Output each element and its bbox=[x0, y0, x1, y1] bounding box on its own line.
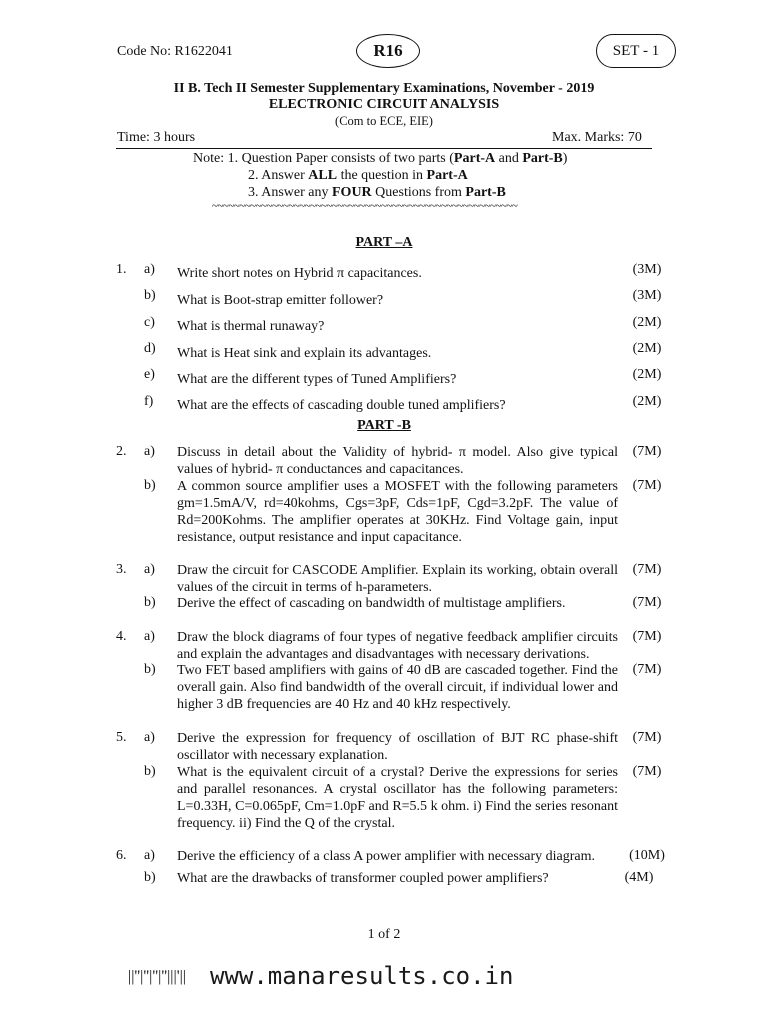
marks: (7M) bbox=[632, 662, 662, 677]
marks: (7M) bbox=[632, 629, 662, 644]
question-text: What are the drawbacks of transformer coupled power amplifiers? bbox=[177, 871, 549, 886]
subject-title: ELECTRONIC CIRCUIT ANALYSIS bbox=[268, 97, 500, 112]
question-text: A common source amplifier uses a MOSFET with the following parameters gm=1.5mA/V, rd=40kohms, Cgs=3pF, Cds=1pF, Cgd=3.2pF. The value of Rd=200Kohms. The amplifier operates at 30KHz. Find Voltage gain, input resistance, output resistance and input capacitance. bbox=[177, 479, 618, 545]
sub-label: d) bbox=[144, 341, 156, 356]
question-number-4: 4. bbox=[116, 629, 127, 644]
regulation-badge: R16 bbox=[356, 34, 420, 68]
note-line-3: 3. Answer any FOUR Questions from Part-B bbox=[248, 185, 506, 200]
marks: (2M) bbox=[632, 341, 662, 356]
note-line-2: 2. Answer ALL the question in Part-A bbox=[248, 168, 468, 183]
question-text: What is the equivalent circuit of a crystal? Derive the expressions for series and parallel resonances. A crystal oscillator has the following parameters: L=0.33H, C=0.065pF, Cm=1.0pF and R=5.5 k ohm. i) Find the series resonant frequency. ii) Find the Q of the crystal. bbox=[177, 765, 618, 831]
marks: (4M) bbox=[624, 870, 654, 885]
sub-label: e) bbox=[144, 367, 155, 382]
barcode-marks: ||''|''|''|''|||'|| bbox=[128, 968, 186, 985]
exam-title: II B. Tech II Semester Supplementary Examinations, November - 2019 bbox=[173, 81, 595, 96]
marks: (2M) bbox=[632, 394, 662, 409]
question-number-6: 6. bbox=[116, 848, 127, 863]
tilde-separator: ~~~~~~~~~~~~~~~~~~~~~~~~~~~~~~~~~~~~~~~~~~~~~~~~~~~~~~~~ bbox=[212, 200, 518, 212]
question-text: Two FET based amplifiers with gains of 40 dB are cascaded together. Find the overall gain. Also find bandwidth of the overall circuit, if individual lower and higher 3 dB frequencies are 40 Hz and 40 kHz respectively. bbox=[177, 663, 618, 712]
marks: (3M) bbox=[632, 262, 662, 277]
note-line-1: Note: 1. Question Paper consists of two parts (Part-A and Part-B) bbox=[193, 151, 568, 166]
marks: (7M) bbox=[632, 478, 662, 493]
question-text: Draw the block diagrams of four types of negative feedback amplifier circuits and explain the advantages and disadvantages with necessary derivations. bbox=[177, 630, 618, 662]
question-text: Draw the circuit for CASCODE Amplifier. Explain its working, obtain overall values of the circuit in terms of h-parameters. bbox=[177, 563, 618, 595]
question-number-2: 2. bbox=[116, 444, 127, 459]
time-label: Time: 3 hours bbox=[117, 130, 196, 145]
sub-label: b) bbox=[144, 764, 156, 779]
question-text: What is Heat sink and explain its advantages. bbox=[177, 346, 432, 361]
sub-label: b) bbox=[144, 288, 156, 303]
question-text: Discuss in detail about the Validity of hybrid- π model. Also give typical values of hybrid- π conductances and capacitances. bbox=[177, 445, 618, 477]
marks: (7M) bbox=[632, 562, 662, 577]
marks: (2M) bbox=[632, 367, 662, 382]
sub-label: a) bbox=[144, 444, 155, 459]
page-number: 1 of 2 bbox=[367, 927, 401, 942]
question-text: Write short notes on Hybrid π capacitances. bbox=[177, 266, 422, 281]
sub-label: b) bbox=[144, 595, 156, 610]
set-badge: SET - 1 bbox=[596, 34, 676, 68]
marks: (7M) bbox=[632, 444, 662, 459]
sub-label: a) bbox=[144, 629, 155, 644]
sub-label: f) bbox=[144, 394, 154, 409]
marks: (10M) bbox=[629, 848, 665, 863]
part-b-heading: PART -B bbox=[357, 418, 411, 433]
marks: (7M) bbox=[632, 730, 662, 745]
sub-label: b) bbox=[144, 662, 156, 677]
question-number-5: 5. bbox=[116, 730, 127, 745]
sub-label: a) bbox=[144, 262, 155, 277]
question-number-3: 3. bbox=[116, 562, 127, 577]
question-number-1: 1. bbox=[116, 262, 127, 277]
branches: (Com to ECE, EIE) bbox=[335, 114, 433, 128]
max-marks-label: Max. Marks: 70 bbox=[552, 130, 642, 145]
question-text: Derive the efficiency of a class A power amplifier with necessary diagram. bbox=[177, 849, 596, 864]
code-number: Code No: R1622041 bbox=[117, 44, 233, 59]
header-rule bbox=[116, 148, 652, 149]
question-text: What are the different types of Tuned Amplifiers? bbox=[177, 372, 457, 387]
sub-label: a) bbox=[144, 730, 155, 745]
question-text: Derive the expression for frequency of oscillation of BJT RC phase-shift oscillator with necessary explanation. bbox=[177, 731, 618, 763]
sub-label: a) bbox=[144, 848, 155, 863]
marks: (7M) bbox=[632, 764, 662, 779]
question-text: What are the effects of cascading double tuned amplifiers? bbox=[177, 398, 506, 413]
sub-label: b) bbox=[144, 870, 156, 885]
question-text: What is thermal runaway? bbox=[177, 319, 325, 334]
part-a-heading: PART –A bbox=[355, 235, 413, 250]
sub-label: b) bbox=[144, 478, 156, 493]
marks: (7M) bbox=[632, 595, 662, 610]
watermark-url: www.manaresults.co.in bbox=[210, 962, 514, 990]
question-text: Derive the effect of cascading on bandwidth of multistage amplifiers. bbox=[177, 596, 566, 611]
question-text: What is Boot-strap emitter follower? bbox=[177, 293, 384, 308]
marks: (3M) bbox=[632, 288, 662, 303]
sub-label: a) bbox=[144, 562, 155, 577]
sub-label: c) bbox=[144, 315, 155, 330]
marks: (2M) bbox=[632, 315, 662, 330]
